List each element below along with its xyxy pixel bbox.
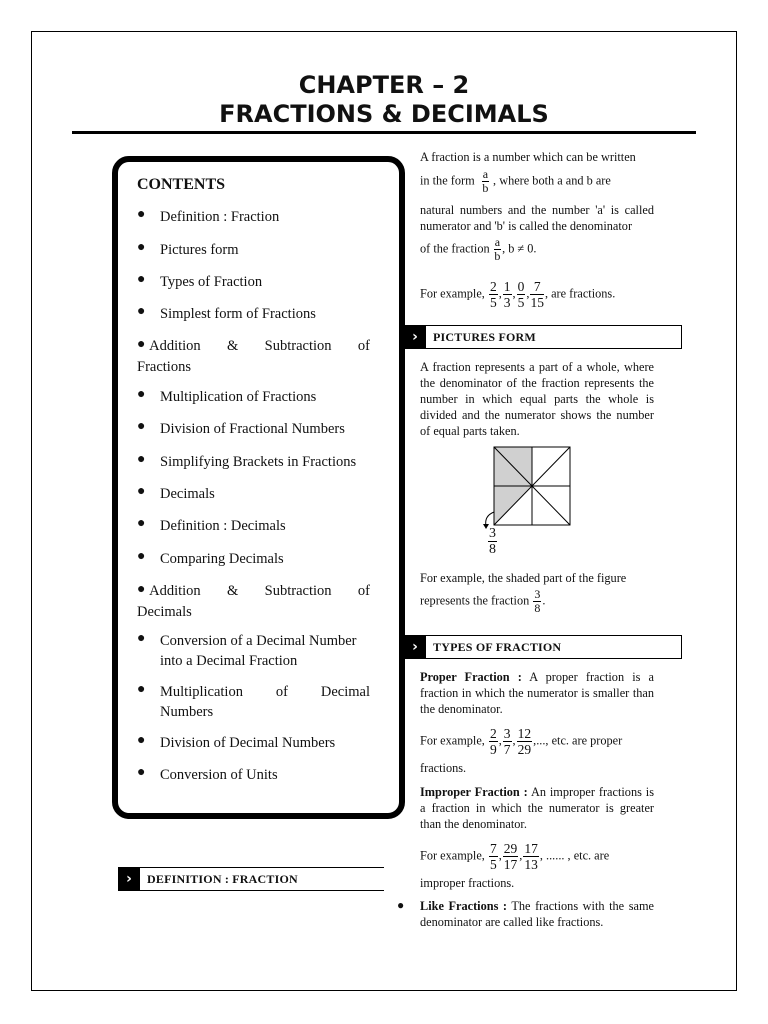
chevron-right-icon: › [118,868,140,890]
example-fraction: $\frac{12}{29}$ [517,726,532,757]
contents-item[interactable]: ● Definition : Decimals [137,516,286,534]
like-fraction-definition: Like Fractions : The fractions with the same denominator are called like fractions. [420,899,654,929]
example-fraction: $\frac{29}{17}$ [503,841,518,872]
contents-heading: CONTENTS [137,176,226,193]
bullet-icon: ● [137,516,146,531]
bullet-icon: ● [137,419,146,434]
intro-line-2: in the form $\frac{a}{b}$ , where both a and b are [420,167,611,195]
proper-fraction-definition: Proper Fraction : A proper fraction is a fraction in which the numerator is smaller than the denominator. [420,670,654,716]
bullet-icon: ● [137,582,146,597]
bullet-icon: ● [137,387,146,402]
contents-item[interactable]: ● Division of Decimal Numbers [137,733,336,751]
proper-fraction-examples-end: fractions. [420,761,467,775]
title-divider [72,131,696,134]
contents-item[interactable]: ● Definition : Fraction [137,207,280,225]
contents-item[interactable]: ● Simplifying Brackets in Fractions [137,452,357,470]
chapter-number: CHAPTER – 2 [298,71,470,99]
bullet-icon: ● [137,240,146,255]
bullet-icon: ● [137,733,146,748]
contents-item[interactable]: ● Division of Fractional Numbers [137,419,345,437]
contents-item[interactable]: ● Conversion of a Decimal Number into a Decimal Fraction [137,631,357,669]
intro-line-3: natural numbers and the number 'a' is called numerator and 'b' is called the denominator [420,203,654,233]
bullet-icon: ● [137,337,146,352]
contents-item[interactable]: ● Multiplication of Fractions [137,387,317,405]
contents-item[interactable]: ● Addition & Subtraction of Fractions [137,337,370,375]
improper-fraction-definition: Improper Fraction : An improper fractions is a fraction in which the numerator is greater than the denominator. [420,785,654,831]
example-fraction: $\frac{2}{9}$ [489,726,497,757]
proper-fraction-examples: For example, $\frac{2}{9}$ , $\frac{3}{7}$ , $\frac{12}{29}$ ,..., etc. are proper [420,726,623,757]
contents-item[interactable]: ● Pictures form [137,240,239,258]
section-header-types-of-fraction: › TYPES OF FRACTION [404,635,682,659]
section-header-definition-fraction: › DEFINITION : FRACTION [118,867,384,891]
example-fraction: $\frac{1}{3}$ [503,279,511,310]
contents-item[interactable]: ● Types of Fraction [137,272,263,290]
example-fraction: $\frac{3}{8}$ [534,587,541,615]
bullet-icon: ● [137,207,146,222]
bullet-icon: ● [137,549,146,564]
example-fraction: $\frac{3}{7}$ [503,726,511,757]
contents-item[interactable]: ● Addition & Subtraction of Decimals [137,582,370,620]
bullet-icon: ● [137,272,146,287]
chapter-title: FRACTIONS & DECIMALS [219,100,549,128]
chevron-right-icon: › [404,326,426,348]
pictures-paragraph: A fraction represents a part of a whole, where the denominator of the fraction represents the number in which equal parts the whole is divided and the numerator shows the number of equal parts taken. [420,360,654,438]
example-fraction: $\frac{0}{5}$ [517,279,525,310]
improper-fraction-examples: For example, $\frac{7}{5}$ , $\frac{29}{17}$ , $\frac{17}{13}$ , ...... , etc. are [420,841,610,872]
contents-item[interactable]: ● Simplest form of Fractions [137,304,316,322]
intro-line-1: A fraction is a number which can be written [420,150,636,164]
contents-item[interactable]: ● Multiplication of Decimal Numbers [137,682,370,720]
contents-item[interactable]: ● Comparing Decimals [137,549,284,567]
chevron-right-icon: › [404,636,426,658]
example-fraction: $\frac{7}{5}$ [489,841,497,872]
bullet-icon: ● [397,898,405,912]
contents-item[interactable]: ● Decimals [137,484,215,502]
pictures-example-line-1: For example, the shaded part of the figure [420,571,627,585]
example-fraction: $\frac{2}{5}$ [489,279,497,310]
bullet-icon: ● [137,484,146,499]
bullet-icon: ● [137,765,146,780]
fraction-a-over-b: $\frac{a}{b}$ [494,235,501,263]
pictures-example-line-2: represents the fraction $\frac{3}{8}$ . [420,587,546,615]
bullet-icon: ● [137,304,146,319]
fraction-a-over-b: $\frac{a}{b}$ [482,167,489,195]
intro-line-4: of the fraction $\frac{a}{b}$ , b ≠ 0. [420,235,537,263]
bullet-icon: ● [137,452,146,467]
intro-examples: For example, $\frac{2}{5}$ , $\frac{1}{3}$ , $\frac{0}{5}$ , $\frac{7}{15}$ , are fractions. [420,279,616,310]
figure-fraction-label: $\frac{3}{8}$ [489,526,496,557]
bullet-icon: ● [137,682,146,697]
example-fraction: $\frac{7}{15}$ [530,279,544,310]
contents-item[interactable]: ● Conversion of Units [137,765,278,783]
section-header-pictures-form: › PICTURES FORM [404,325,682,349]
example-fraction: $\frac{17}{13}$ [524,841,538,872]
bullet-icon: ● [137,631,146,646]
improper-fraction-examples-end: improper fractions. [420,876,515,890]
